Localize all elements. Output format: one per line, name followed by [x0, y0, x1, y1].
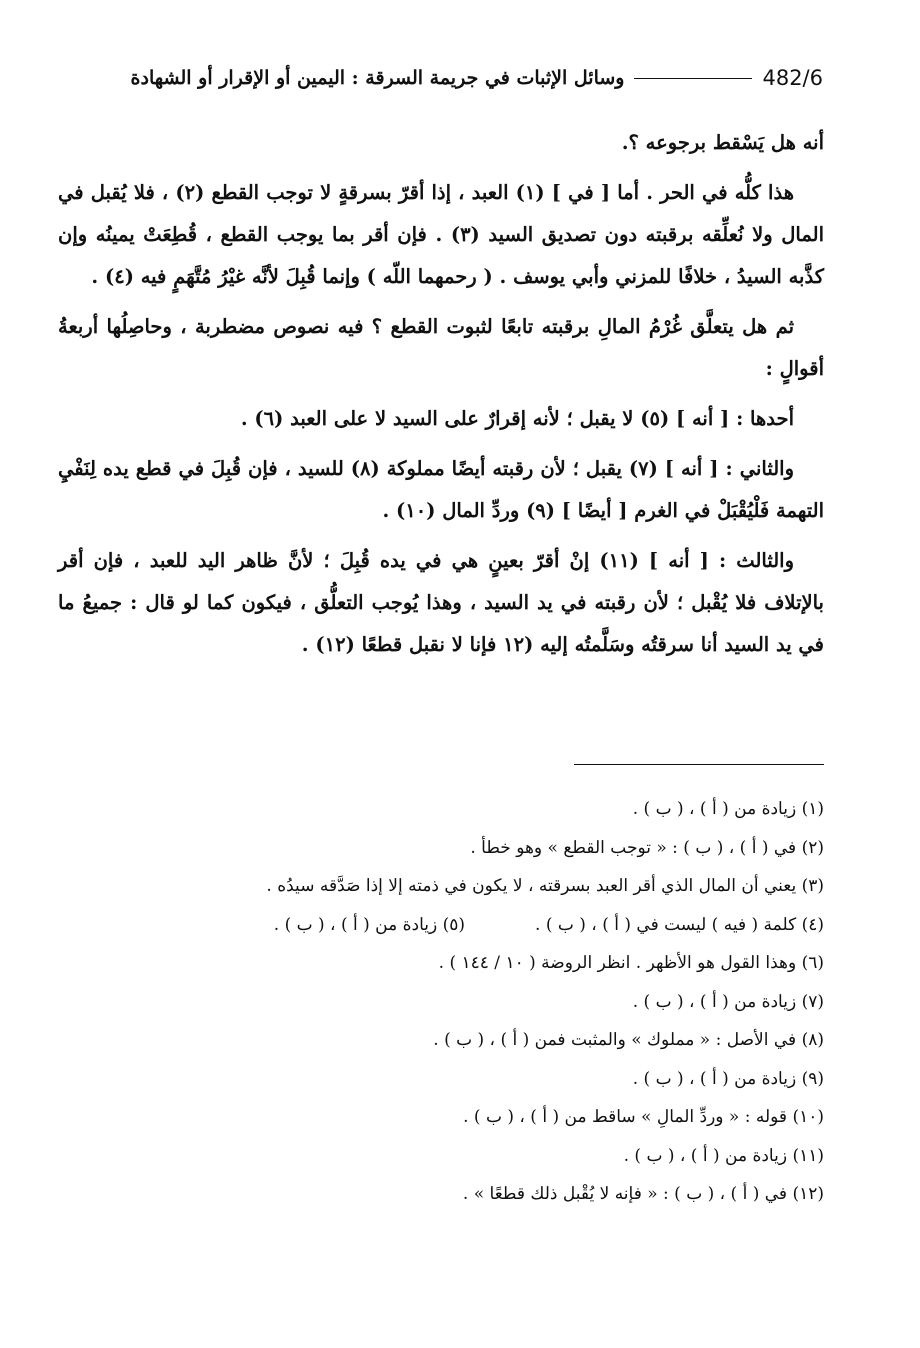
- running-header: [58, 62, 823, 94]
- header-title: وسائل الإثبات في جريمة السرقة : اليمين أو الإقرار أو الشهادة: [130, 67, 625, 89]
- footnote: (٤) كلمة ( فيه ) ليست في ( أ ) ، ( ب ) .: [535, 914, 824, 935]
- footnote: (١) زيادة من ( أ ) ، ( ب ) .: [632, 799, 824, 819]
- footnote: (١١) زيادة من ( أ ) ، ( ب ) .: [623, 1145, 824, 1166]
- footnote: (٦) وهذا القول هو الأظهر . انظر الروضة ( ١٠ / ١٤٤ ) .: [438, 953, 824, 973]
- footnote: (٩) زيادة من ( أ ) ، ( ب ) .: [632, 1068, 824, 1089]
- paragraph: والثاني : [ أنه ] (٧) يقبل ؛ لأن رقبته أيضًا مملوكة (٨) للسيد ، فإن قُبِلَ في قطع يده لِنَفْيِ التهمة فَلْيُقْبَلْ في الغرم [ أيضًا ] (٩) وردِّ المال (١٠) .: [58, 457, 824, 522]
- footnote: (٧) زيادة من ( أ ) ، ( ب ) .: [632, 991, 824, 1012]
- footnote: (٨) في الأصل : « مملوك » والمثبت فمن ( أ ) ، ( ب ) .: [433, 1030, 824, 1050]
- footnote-separator: [574, 764, 824, 765]
- paragraph: هذا كلُّه في الحر . أما [ في ] (١) العبد ، إذا أقرّ بسرقةٍ لا توجب القطع (٢) ، فلا يُقبل في المال ولا نُعلِّقه برقبته دون تصديق السيد (٣) . فإن أقر بما يوجب القطع ، قُطِعَتْ يمينُه وإن كذَّبه السيدُ ، خلافًا للمزني وأبي يوسف . ( رحمهما اللّه ) وإنما قُبِلَ لأنَّه غيْرُ مُتَّهَمٍ فيه (٤) .: [58, 181, 824, 288]
- footnote: (١٠) قوله : « وردِّ المالِ » ساقط من ( أ ) ، ( ب ) .: [463, 1107, 824, 1127]
- paragraph: والثالث : [ أنه ] (١١) إنْ أقرّ بعينٍ هي في يده قُبِلَ ؛ لأنَّ ظاهر اليد للعبد ، فإن أقر بالإتلاف فلا يُقْبل ؛ لأن رقبته في يد السيد ، وهذا يُوجب التعلُّق ، فيكون كما لو قال : جميعُ ما في يد السيد أنا سرقتُه وسَلَّمتُه إليه (١٢ فإنا لا نقبل قطعًا (١٢) .: [58, 549, 824, 656]
- paragraph: أحدها : [ أنه ] (٥) لا يقبل ؛ لأنه إقرارٌ على السيد لا على العبد (٦) .: [240, 407, 794, 430]
- footnote: (٢) في ( أ ) ، ( ب ) : « توجب القطع » وهو خطأ .: [470, 837, 824, 858]
- main-text: [58, 122, 824, 674]
- footnote-row: [58, 906, 824, 945]
- footnote: (٣) يعني أن المال الذي أقر العبد بسرقته ، لا يكون في ذمته إلا إذا صَدَّقه سيدُه .: [266, 876, 824, 896]
- footnote: (٥) زيادة من ( أ ) ، ( ب ) .: [273, 914, 466, 935]
- paragraph: أنه هل يَسْقط برجوعه ؟.: [621, 131, 824, 154]
- footnote: (١٢) في ( أ ) ، ( ب ) : « فإنه لا يُقْبل ذلك قطعًا » .: [462, 1184, 824, 1204]
- footnotes: [58, 790, 824, 1214]
- paragraph: ثم هل يتعلَّق غُرْمُ المالِ برقبته تابعًا لثبوت القطع ؟ فيه نصوص مضطربة ، وحاصِلُها أربعةُ أقوالٍ :: [58, 315, 824, 380]
- header-rule: [634, 78, 752, 79]
- page-number: 482/6: [762, 66, 823, 90]
